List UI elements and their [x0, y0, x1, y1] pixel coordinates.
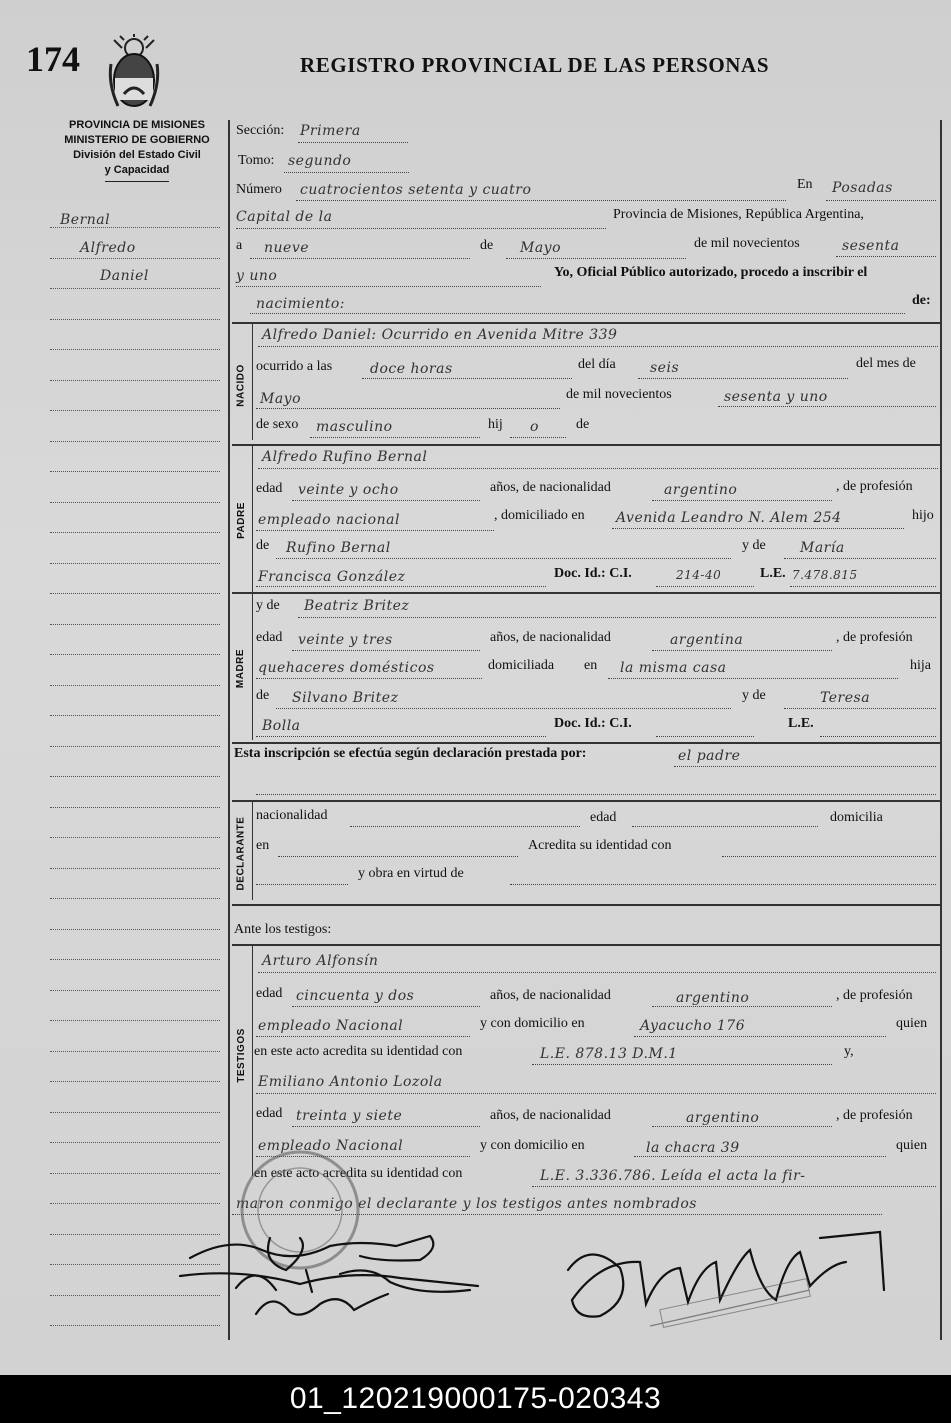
- margin-surname: Bernal: [60, 212, 111, 228]
- madre-y-de-label: y de: [256, 598, 280, 613]
- year-value: sesenta: [842, 238, 900, 254]
- declaracion-value: el padre: [678, 748, 741, 764]
- testigo1-dom: Ayacucho 176: [640, 1018, 746, 1034]
- madre-edad-label: edad: [256, 630, 283, 645]
- declarante-en-label: en: [256, 838, 270, 853]
- madre-edad-value: veinte y tres: [298, 632, 393, 648]
- madre-de-label: de: [256, 688, 270, 703]
- abuelo-materno-value: Silvano Britez: [292, 690, 399, 706]
- declarante-virtud-label: y obra en virtud de: [358, 866, 464, 881]
- testigo2-nac-label: años, de nacionalidad: [490, 1108, 611, 1123]
- declarante-nac-label: nacionalidad: [256, 808, 328, 823]
- testigo2-nac: argentino: [686, 1110, 760, 1126]
- sexo-value: masculino: [316, 419, 393, 435]
- numero-label: Número: [236, 182, 282, 197]
- province-text: Provincia de Misiones, República Argentina,: [613, 207, 864, 222]
- padre-dom-label: , domiciliado en: [494, 508, 585, 523]
- closing-text: maron conmigo el declarante y los testigos antes nombrados: [236, 1196, 697, 1212]
- nacido-day-value: seis: [650, 360, 680, 376]
- declaracion-text: Esta inscripción se efectúa según declaración prestada por:: [234, 746, 587, 761]
- margin-first-name: Alfredo: [80, 240, 136, 256]
- testigo1-edad: cincuenta y dos: [296, 988, 415, 1004]
- division-label-2: y Capacidad: [105, 163, 170, 182]
- padre-doc-label: Doc. Id.: C.I.: [554, 566, 632, 581]
- abuela-materna-value-2: Bolla: [262, 718, 301, 734]
- hijo-label: hijo: [912, 508, 934, 523]
- declarante-side-label: DECLARANTE: [235, 816, 247, 890]
- page-title: REGISTRO PROVINCIAL DE LAS PERSONAS: [300, 53, 770, 77]
- a-label: a: [236, 238, 243, 253]
- madre-y-de2-label: y de: [742, 688, 766, 703]
- year-text: de mil novecientos: [694, 236, 800, 251]
- madre-nac-value: argentina: [670, 632, 744, 648]
- nacido-name-value: Alfredo Daniel: Ocurrido en Avenida Mitre 339: [262, 327, 618, 343]
- nacido-side-label: NACIDO: [235, 363, 247, 407]
- testigo2-quien: quien: [896, 1138, 928, 1153]
- hij-value: o: [530, 419, 539, 435]
- testigo1-id: L.E. 878.13 D.M.1: [540, 1046, 678, 1062]
- abuela-materna-value: Teresa: [820, 690, 871, 706]
- sexo-label: de sexo: [256, 417, 299, 432]
- ante-testigos-label: Ante los testigos:: [234, 922, 332, 937]
- testigo1-y: y,: [844, 1044, 854, 1059]
- hour-value: doce horas: [370, 361, 453, 377]
- official-text: Yo, Oficial Público autorizado, procedo a inscribir el: [554, 265, 868, 280]
- madre-dom-value: la misma casa: [620, 660, 727, 676]
- testigo2-dom-label: y con domicilio en: [480, 1138, 585, 1153]
- tomo-label: Tomo:: [238, 153, 275, 168]
- madre-name-value: Beatriz Britez: [304, 598, 410, 614]
- testigo1-nac-label: años, de nacionalidad: [490, 988, 611, 1003]
- padre-le-label: L.E.: [760, 566, 786, 581]
- act-value: nacimiento:: [256, 296, 346, 312]
- division-label: División del Estado Civil: [73, 149, 201, 161]
- nacido-year-value: sesenta y uno: [724, 389, 828, 405]
- numero-value: cuatrocientos setenta y cuatro: [300, 182, 532, 198]
- padre-name-value: Alfredo Rufino Bernal: [262, 449, 428, 465]
- madre-le-label: L.E.: [788, 716, 814, 731]
- madre-en-label: en: [584, 658, 598, 673]
- padre-de-label: de: [256, 538, 270, 553]
- de-label: de: [480, 238, 494, 253]
- padre-doc-value: 214-40: [676, 568, 722, 582]
- abuela-value-2: Francisca González: [258, 569, 406, 585]
- en-value: Posadas: [832, 180, 893, 196]
- padre-edad-label: edad: [256, 481, 283, 496]
- month-value: Mayo: [520, 240, 562, 256]
- testigo2-id: L.E. 3.336.786. Leída el acta la fir-: [540, 1168, 806, 1184]
- testigo1-quien: quien: [896, 1016, 928, 1031]
- madre-doc-label: Doc. Id.: C.I.: [554, 716, 632, 731]
- de-colon-label: de:: [912, 293, 931, 308]
- testigo1-prof: empleado Nacional: [258, 1018, 404, 1034]
- seccion-label: Sección:: [236, 123, 285, 138]
- tomo-value: segundo: [288, 153, 352, 169]
- nacido-de-label: de: [576, 417, 590, 432]
- testigo1-name: Arturo Alfonsín: [262, 953, 379, 969]
- testigo2-acred-label: en este acto acredita su identidad con: [254, 1166, 463, 1181]
- testigos-side-label: TESTIGOS: [235, 1027, 247, 1083]
- padre-prof-value: empleado nacional: [258, 512, 400, 528]
- padre-side-label: PADRE: [235, 501, 247, 539]
- testigo1-edad-label: edad: [256, 986, 283, 1001]
- testigo2-edad: treinta y siete: [296, 1108, 403, 1124]
- testigo2-prof: empleado Nacional: [258, 1138, 404, 1154]
- abuela-value: María: [800, 540, 845, 556]
- registrar-stamp: [650, 1279, 810, 1328]
- scan-filename: 01_120219000175-020343: [0, 1375, 951, 1423]
- abuelo-value: Rufino Bernal: [286, 540, 391, 556]
- testigo2-dom: la chacra 39: [646, 1140, 740, 1156]
- testigo1-acred-label: en este acto acredita su identidad con: [254, 1044, 463, 1059]
- padre-y-de-label: y de: [742, 538, 766, 553]
- padre-nac-value: argentino: [664, 482, 738, 498]
- declarante-dom-label: domicilia: [830, 810, 883, 825]
- madre-dom-label: domiciliada: [488, 658, 555, 673]
- madre-prof-value: quehaceres domésticos: [258, 660, 435, 676]
- madre-nac-label: años, de nacionalidad: [490, 630, 611, 645]
- ocurrido-label: ocurrido a las: [256, 359, 333, 374]
- declarante-edad-label: edad: [590, 810, 617, 825]
- testigo2-prof-label: , de profesión: [836, 1108, 913, 1123]
- seccion-value: Primera: [300, 123, 361, 139]
- signature-strokes: [180, 1232, 884, 1317]
- padre-nac-label: años, de nacionalidad: [490, 480, 611, 495]
- hija-label: hija: [910, 658, 931, 673]
- del-mes-label: del mes de: [856, 356, 916, 371]
- province-label: PROVINCIA DE MISIONES: [69, 119, 205, 131]
- del-dia-label: del día: [578, 357, 616, 372]
- ministry-label: MINISTERIO DE GOBIERNO: [64, 134, 210, 146]
- nacido-year-text: de mil novecientos: [566, 387, 672, 402]
- en-label: En: [797, 177, 813, 192]
- padre-dom-value: Avenida Leandro N. Alem 254: [616, 510, 842, 526]
- testigo2-edad-label: edad: [256, 1106, 283, 1121]
- place-value: Capital de la: [236, 209, 333, 225]
- document-number: 174: [26, 39, 80, 79]
- year-value-2: y uno: [236, 268, 278, 284]
- nacido-month-value: Mayo: [260, 391, 302, 407]
- padre-edad-value: veinte y ocho: [298, 482, 399, 498]
- padre-le-value: 7.478.815: [792, 568, 858, 582]
- declarante-acredita-label: Acredita su identidad con: [528, 838, 672, 853]
- official-seal-stamp: [242, 1152, 358, 1268]
- padre-prof-label: , de profesión: [836, 479, 913, 494]
- testigo2-name: Emiliano Antonio Lozola: [258, 1074, 443, 1090]
- testigo1-nac: argentino: [676, 990, 750, 1006]
- testigo1-dom-label: y con domicilio en: [480, 1016, 585, 1031]
- madre-side-label: MADRE: [235, 648, 247, 688]
- hij-label: hij: [488, 417, 503, 432]
- day-value: nueve: [264, 240, 310, 256]
- testigo1-prof-label: , de profesión: [836, 988, 913, 1003]
- margin-second-name: Daniel: [100, 268, 149, 284]
- madre-prof-label: , de profesión: [836, 630, 913, 645]
